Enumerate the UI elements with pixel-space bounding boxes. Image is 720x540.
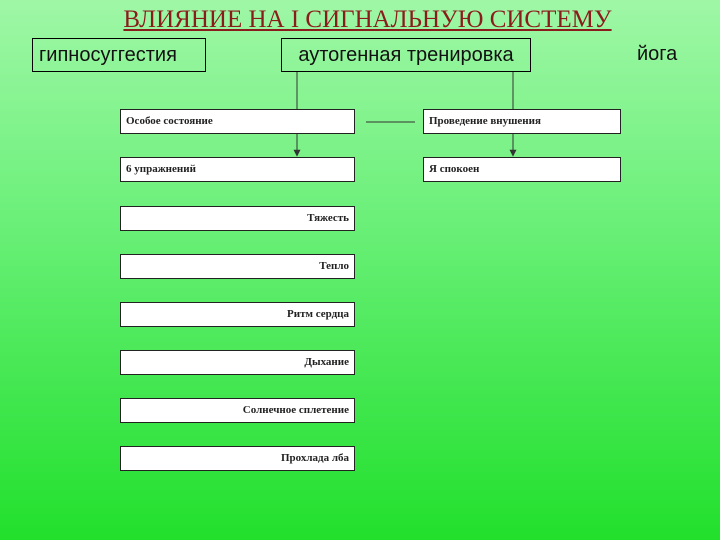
exercise-heaviness-box: Тяжесть [120, 206, 355, 231]
exercise-solar-plexus-box: Солнечное сплетение [120, 398, 355, 423]
special-state-box: Особое состояние [120, 109, 355, 134]
exercise-warmth-box: Тепло [120, 254, 355, 279]
page-title: ВЛИЯНИЕ НА I СИГНАЛЬНУЮ СИСТЕМУ [123, 6, 612, 33]
calm-phrase-box: Я спокоен [423, 157, 621, 182]
exercise-forehead-cool-box: Прохлада лба [120, 446, 355, 471]
exercise-breathing-box: Дыхание [120, 350, 355, 375]
method-yoga: йога [637, 43, 678, 65]
suggestion-box: Проведение внушения [423, 109, 621, 134]
method-hypnosuggestion: гипносуггестия [32, 38, 206, 72]
method-autogenic-training: аутогенная тренировка [281, 38, 531, 72]
six-exercises-box: 6 упражнений [120, 157, 355, 182]
exercise-heart-rhythm-box: Ритм сердца [120, 302, 355, 327]
